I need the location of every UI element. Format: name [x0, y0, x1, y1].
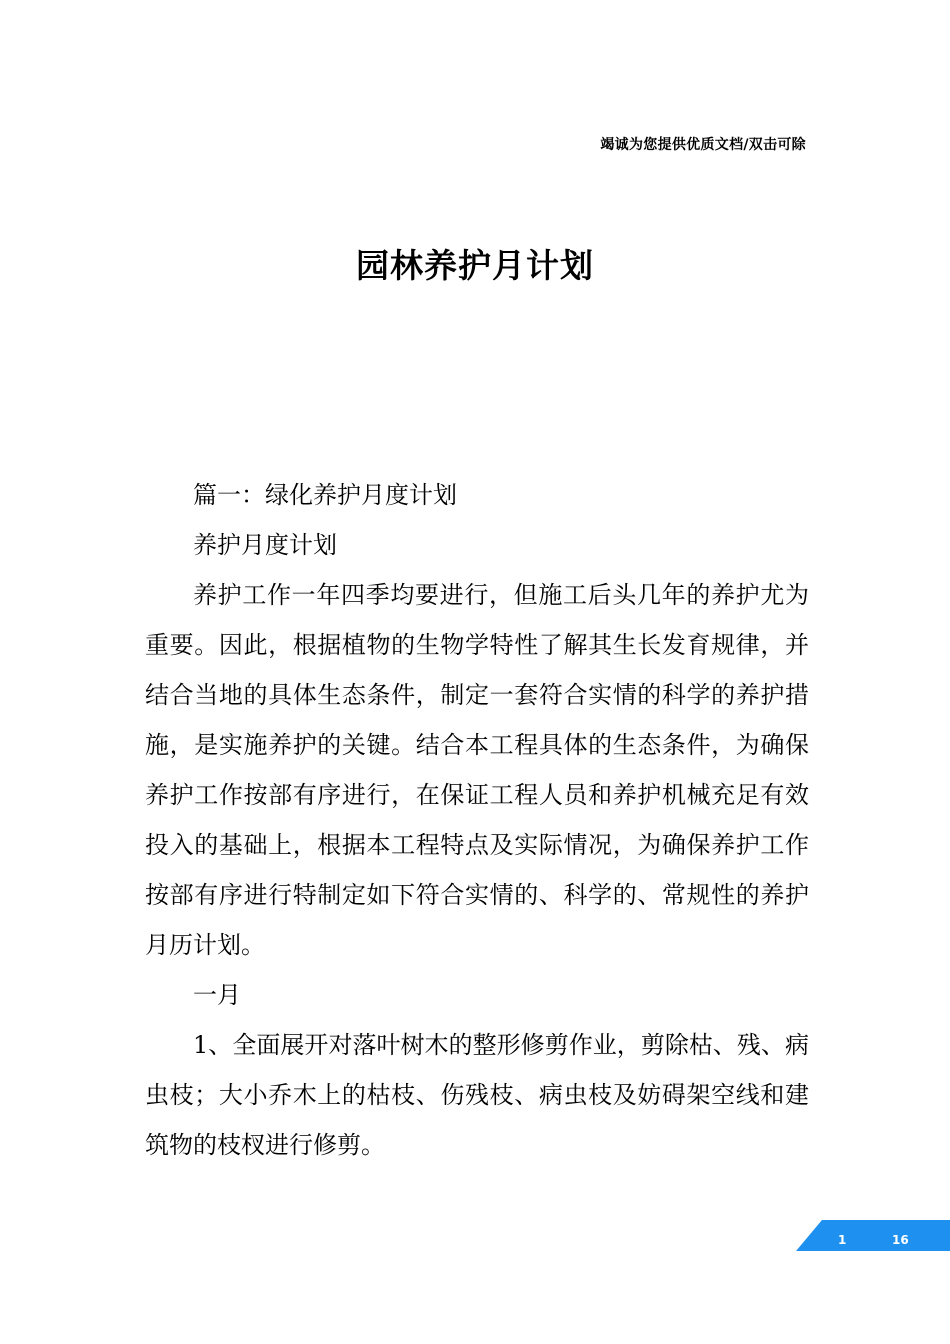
body-paragraph: 1、全面展开对落叶树木的整形修剪作业，剪除枯、残、病虫枝；大小乔木上的枯枝、伤残枝、病虫枝及妨碍架空线和建筑物的枝杈进行修剪。 [145, 1031, 809, 1159]
section-heading: 篇一：绿化养护月度计划 [193, 481, 457, 509]
header-note: 竭诚为您提供优质文档/双击可除 [600, 137, 806, 153]
page-total-number: 16 [892, 1233, 909, 1247]
document-title: 园林养护月计划 [356, 246, 594, 285]
body-paragraph: 养护工作一年四季均要进行，但施工后头几年的养护尤为重要。因此，根据植物的生物学特性了解其生长发育规律，并结合当地的具体生态条件，制定一套符合实情的科学的养护措施，是实施养护的关键。结合本工程具体的生态条件，为确保养护工作按部有序进行，在保证工程人员和养护机械充足有效投入的基础上，根据本工程特点及实际情况，为确保养护工作按部有序进行特制定如下符合实情的、科学的、常规性的养护月历计划。 [145, 581, 809, 959]
document-body [145, 470, 809, 1170]
page-indicator-tab [796, 1220, 950, 1251]
month-heading: 一月 [193, 981, 241, 1009]
page-current-number: 1 [838, 1233, 847, 1247]
subheading: 养护月度计划 [193, 531, 337, 559]
